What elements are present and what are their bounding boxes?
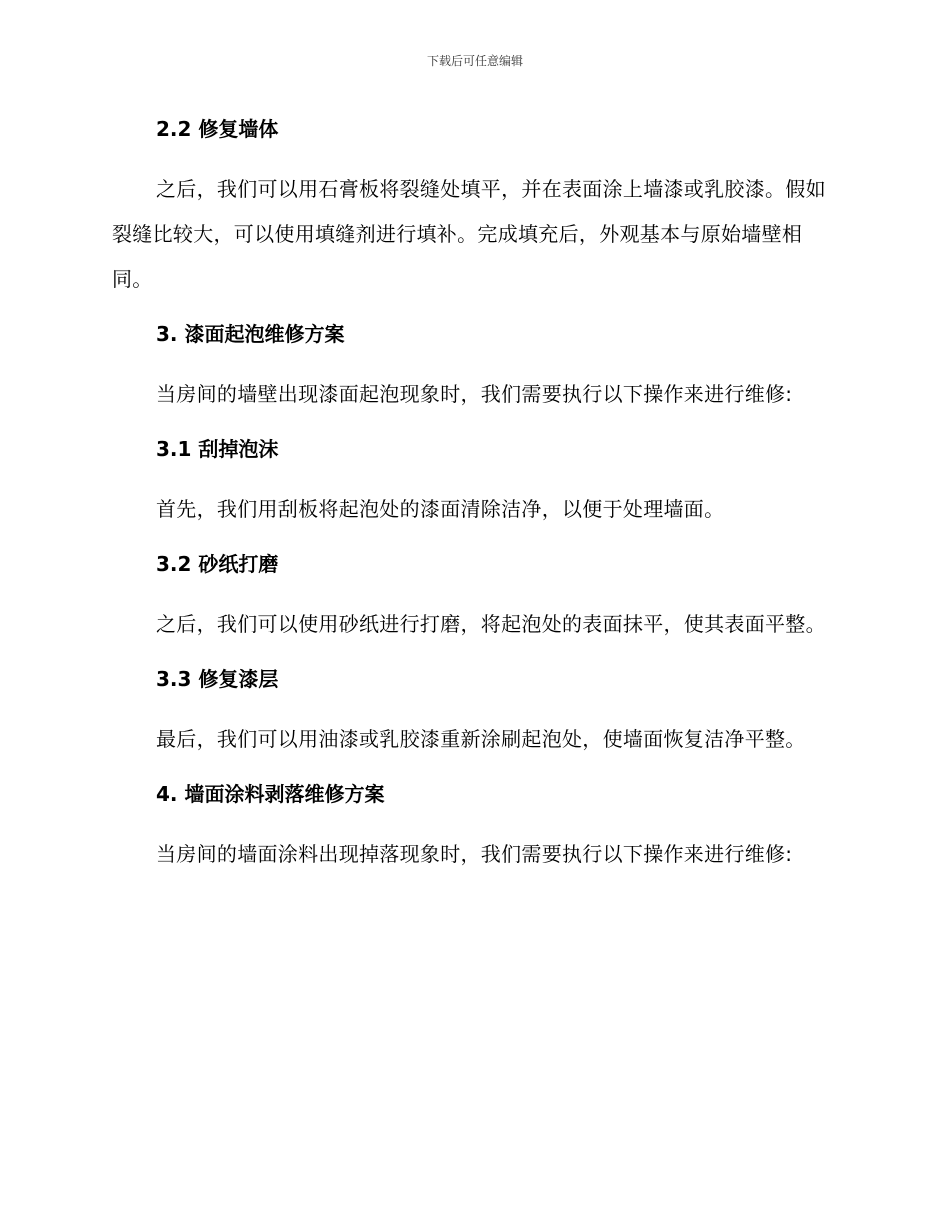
paragraph-sanding: 之后，我们可以使用砂纸进行打磨，将起泡处的表面抹平，使其表面平整。	[156, 612, 826, 636]
document-body	[112, 109, 832, 889]
paragraph-repaint: 最后，我们可以用油漆或乳胶漆重新涂刷起泡处，使墙面恢复洁净平整。	[156, 727, 806, 751]
section-heading-3-3: 3.3 修复漆层	[156, 667, 279, 691]
section-heading-4: 4. 墙面涂料剥落维修方案	[156, 782, 385, 806]
section-heading-3: 3. 漆面起泡维修方案	[156, 322, 345, 346]
paragraph-scrape-foam: 首先，我们用刮板将起泡处的漆面清除洁净，以便于处理墙面。	[156, 497, 725, 521]
paragraph-peeling-intro: 当房间的墙面涂料出现掉落现象时，我们需要执行以下操作来进行维修:	[156, 842, 793, 866]
section-heading-2-2: 2.2 修复墙体	[156, 117, 279, 141]
paragraph-blister-intro: 当房间的墙壁出现漆面起泡现象时，我们需要执行以下操作来进行维修:	[156, 382, 793, 406]
section-heading-3-1: 3.1 刮掉泡沫	[156, 437, 279, 461]
page-header: 下载后可任意编辑	[426, 54, 523, 68]
paragraph-repair-wall: 之后，我们可以用石膏板将裂缝处填平，并在表面涂上墙漆或乳胶漆。假如裂缝比较大，可以使用填缝剂进行填补。完成填充后，外观基本与原始墙壁相同。	[112, 177, 826, 291]
section-heading-3-2: 3.2 砂纸打磨	[156, 552, 279, 576]
